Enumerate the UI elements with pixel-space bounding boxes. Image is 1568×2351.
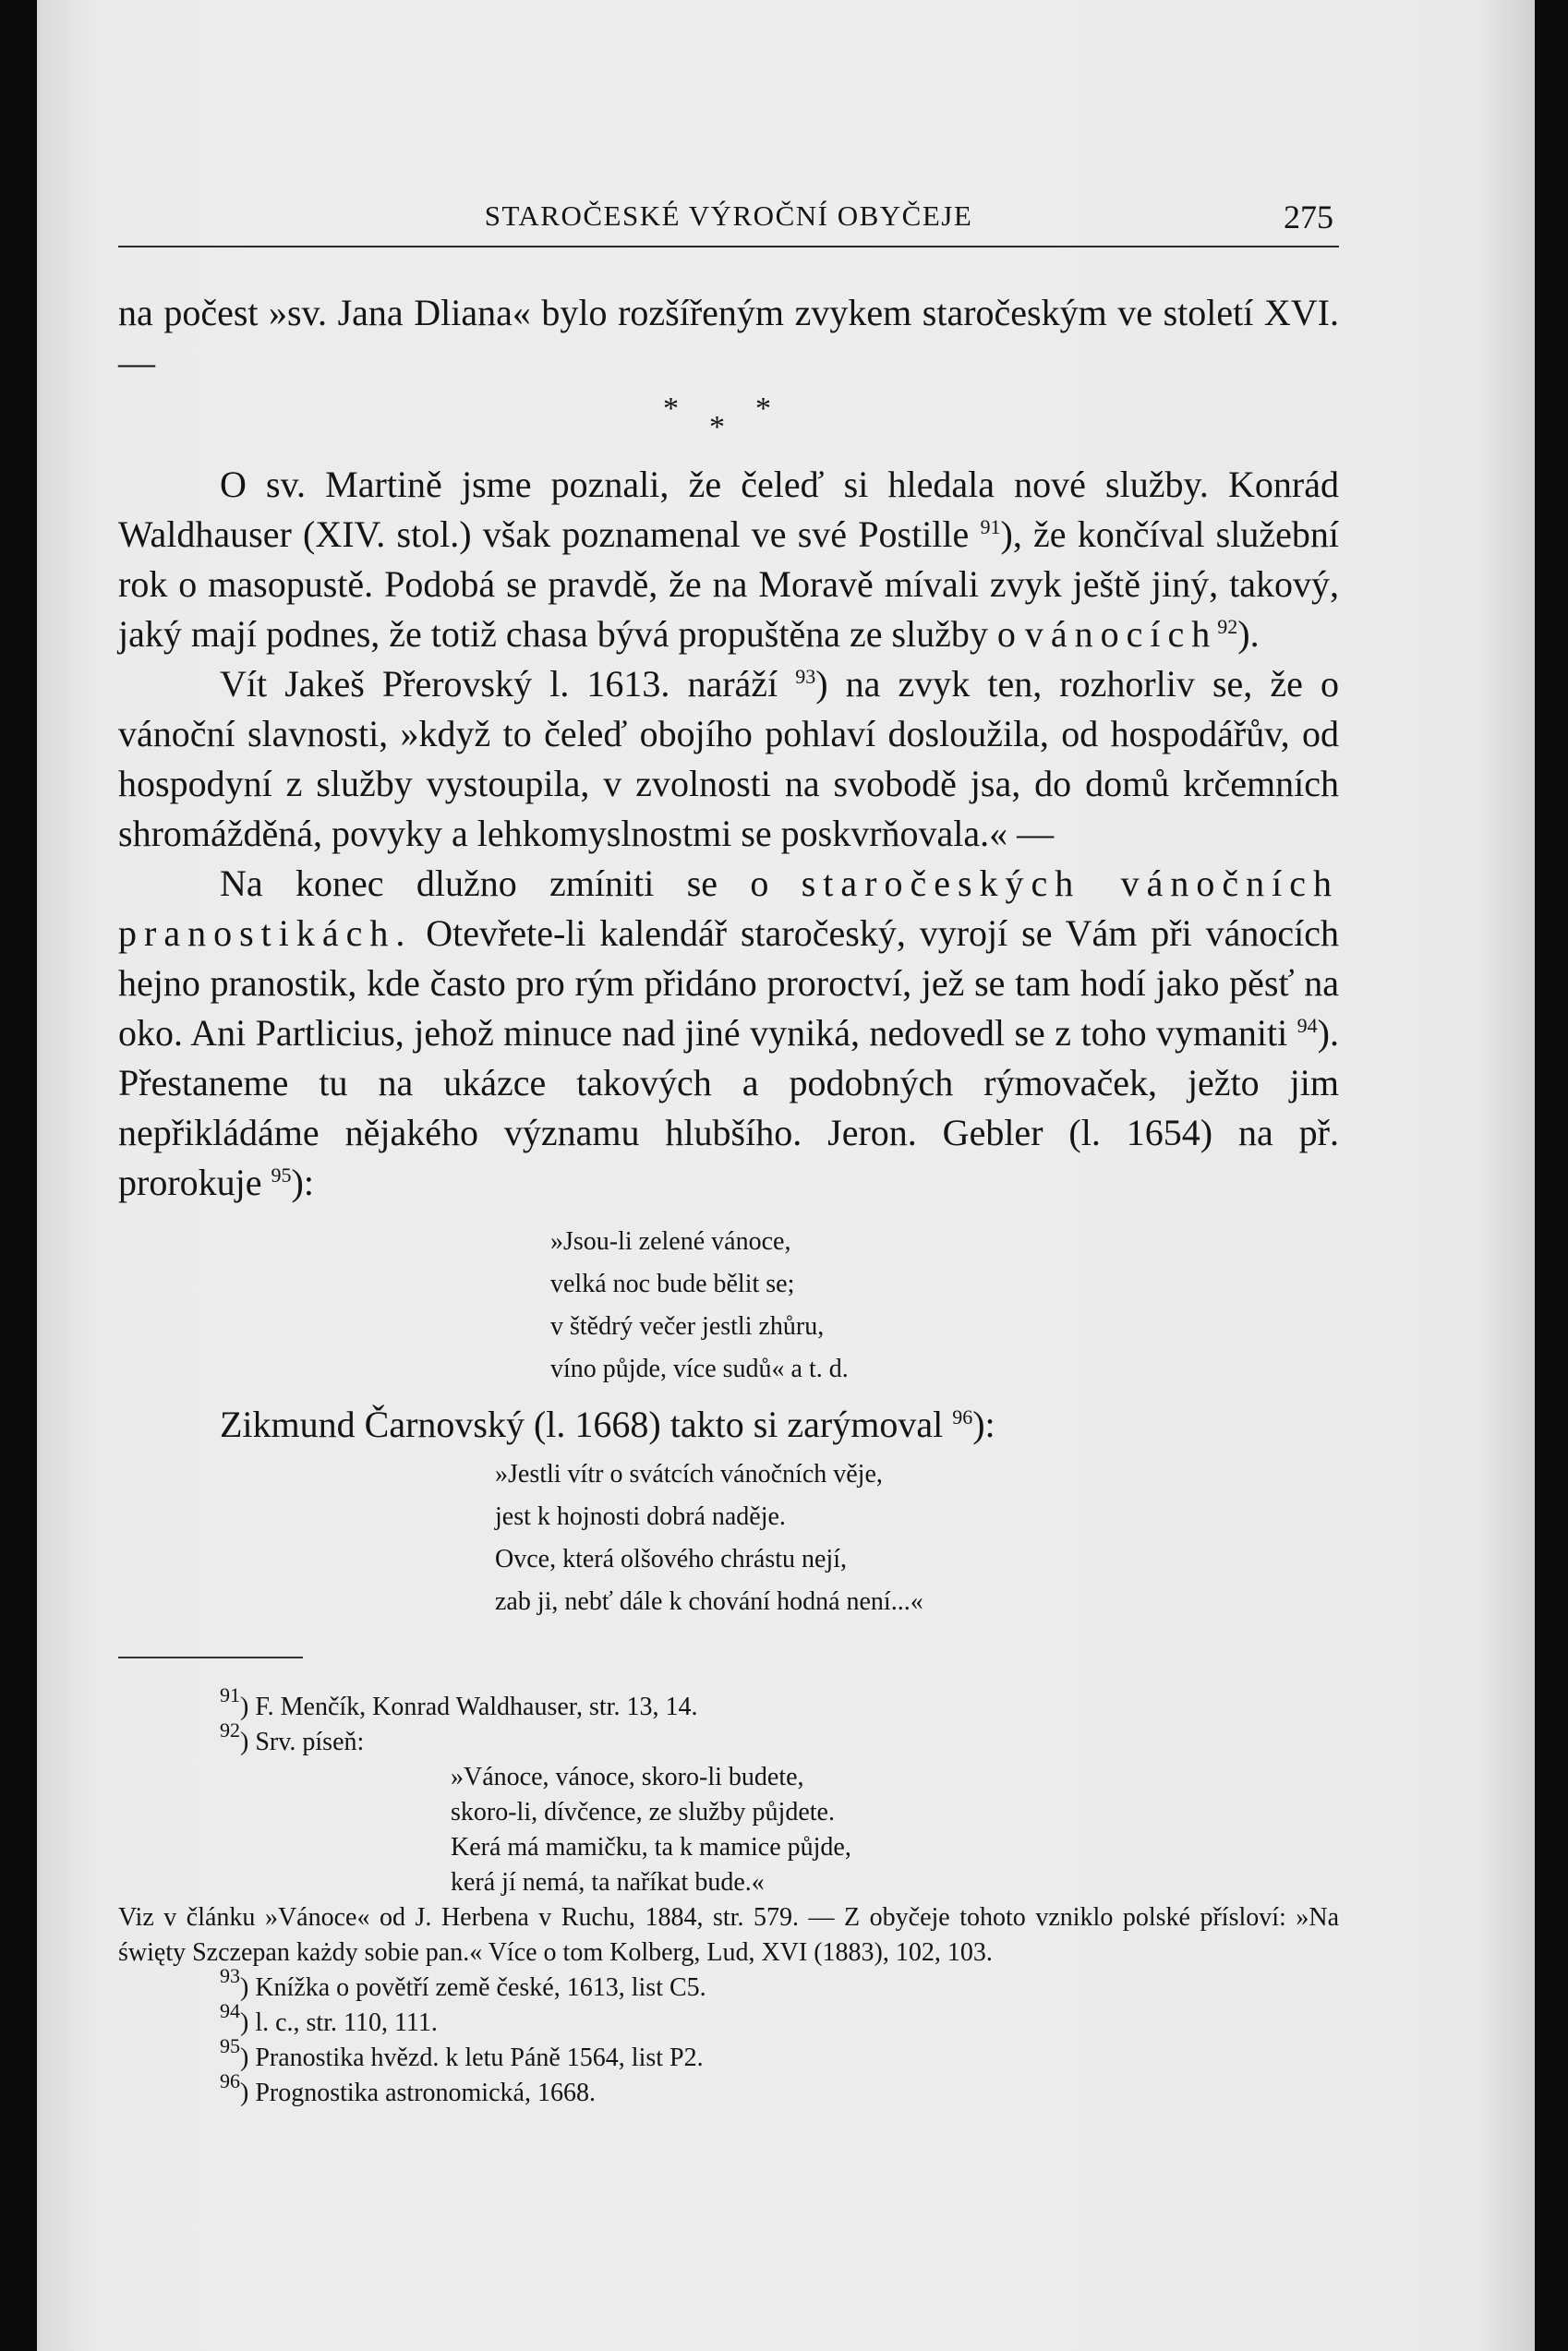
verse-line: Ovce, která olšového chrástu nejí, bbox=[495, 1545, 847, 1573]
footnote-91 bbox=[118, 1683, 1339, 1725]
footnote-92-song bbox=[451, 1760, 1339, 1900]
footnote-number: 94 bbox=[220, 1999, 240, 2022]
running-title: STAROČESKÉ VÝROČNÍ OBYČEJE bbox=[484, 199, 973, 232]
verse-line: »Jsou-li zelené vánoce, bbox=[550, 1227, 791, 1256]
footnote-95 bbox=[118, 2034, 1339, 2076]
verse-line: víno půjde, více sudů« a t. d. bbox=[550, 1355, 849, 1383]
text-run: Otevřete-li kalendář staročeský, vyrojí se Vám při vánocích hejno pranostik, kde často pro rým přidáno proroctví, jež se tam hodí jako pěsť na oko. Ani Partlicius, jehož minuce nad jiné vyniká, nedovedl se z toho vymaniti bbox=[118, 912, 1339, 1054]
verse-line: jest k hojnosti dobrá naděje. bbox=[495, 1502, 786, 1531]
text-run: ): bbox=[291, 1162, 314, 1203]
footnote-number: 92 bbox=[220, 1718, 240, 1742]
verse-line: Kerá má mamičku, ta k mamice půjde, bbox=[451, 1833, 851, 1862]
verse-line: zab ji, nebť dále k chování hodná není...« bbox=[495, 1587, 923, 1616]
footnote-number: 96 bbox=[220, 2069, 240, 2092]
verse-line: »Vánoce, vánoce, skoro-li budete, bbox=[451, 1763, 804, 1791]
spaced-emphasis: staročeských vánočních pranostikách. bbox=[118, 862, 1339, 954]
footnote-ref: 94 bbox=[1297, 1014, 1318, 1037]
footnote-93 bbox=[118, 1964, 1339, 2006]
verse-line: skoro-li, dívčence, ze služby půjdete. bbox=[451, 1798, 835, 1827]
paragraph-2 bbox=[118, 460, 1339, 659]
paragraph-1: na počest »sv. Jana Dliana« bylo rozšířeným zvykem staročeským ve století XVI. — bbox=[118, 292, 1339, 383]
text-run: Zikmund Čarnovský (l. 1668) takto si zarýmoval bbox=[220, 1404, 953, 1445]
footnote-text: ) Srv. píseň: bbox=[240, 1728, 365, 1756]
footnote-ref: 92 bbox=[1217, 615, 1238, 638]
asterisk: * bbox=[755, 392, 771, 426]
page-scan bbox=[37, 0, 1535, 2351]
footnote-text: ) Knížka o povětří země české, 1613, list C5. bbox=[240, 1973, 706, 2002]
footnote-text: ) l. c., str. 110, 111. bbox=[240, 2008, 438, 2037]
text-run: Na konec dlužno zmíniti se o bbox=[220, 862, 802, 904]
verse-line: velká noc bude bělit se; bbox=[550, 1270, 795, 1298]
text-run: ). Přestaneme tu na ukázce takových a podobných rýmovaček, ježto jim nepřikládáme nějakého významu hlubšího. Jeron. Gebler (l. 1654) na př. prorokuje bbox=[118, 1012, 1339, 1203]
text-run: ): bbox=[972, 1404, 995, 1445]
text-run: ), že končíval služební rok o masopustě. Podobá se pravdě, že na Moravě mívali zvyk ještě jiný, takový, jaký mají podnes, že totiž chasa bývá propuštěna ze služby o bbox=[118, 513, 1339, 655]
verse-quote-gebler bbox=[550, 1221, 1339, 1391]
paragraph-5 bbox=[118, 1400, 1339, 1450]
paragraph-4 bbox=[118, 859, 1339, 1208]
text-run: Vít Jakeš Přerovský l. 1613. naráží bbox=[220, 663, 796, 705]
footnote-text: ) Pranostika hvězd. k letu Páně 1564, list P2. bbox=[240, 2044, 704, 2072]
footnote-text: ) Prognostika astronomická, 1668. bbox=[240, 2079, 596, 2107]
footnote-separator bbox=[118, 1657, 303, 1658]
footnote-92 bbox=[118, 1718, 1339, 1760]
verse-quote-carnovsky bbox=[495, 1453, 1339, 1623]
verse-line: kerá jí nemá, ta naříkat bude.« bbox=[451, 1868, 765, 1897]
footnote-ref: 93 bbox=[795, 665, 816, 688]
footnote-96 bbox=[118, 2069, 1339, 2111]
verse-line: »Jestli vítr o svátcích vánočních věje, bbox=[495, 1460, 883, 1489]
page-header bbox=[118, 183, 1339, 247]
footnote-text: ) F. Menčík, Konrad Waldhauser, str. 13, 14. bbox=[240, 1693, 698, 1721]
footnote-number: 95 bbox=[220, 2034, 240, 2057]
footnote-ref: 95 bbox=[271, 1163, 292, 1187]
spaced-emphasis: vánocích bbox=[1024, 613, 1218, 655]
paragraph-3 bbox=[118, 659, 1339, 859]
footnote-ref: 91 bbox=[980, 515, 1001, 538]
footnote-number: 93 bbox=[220, 1964, 240, 1987]
asterisk: * bbox=[709, 410, 725, 444]
page-number: 275 bbox=[1284, 199, 1333, 235]
verse-line: v štědrý večer jestli zhůru, bbox=[550, 1312, 825, 1341]
footnote-94 bbox=[118, 1999, 1339, 2041]
text-run: ). bbox=[1237, 613, 1260, 655]
footnote-number: 91 bbox=[220, 1683, 240, 1706]
footnote-92-continuation: Viz v článku »Vánoce« od J. Herbena v Ruchu, 1884, str. 579. — Z obyčeje tohoto vzniklo polské přísloví: »Na święty Szczepan każdy sobie pan.« Více o tom Kolberg, Lud, XVI (1883), 102, 103. bbox=[118, 1903, 1339, 1967]
asterisk: * bbox=[663, 392, 679, 426]
body-text bbox=[118, 288, 1339, 2111]
footnote-ref: 96 bbox=[952, 1405, 973, 1429]
text-run: O sv. Martině jsme poznali, že čeleď si hledala nové služby. Konrád Waldhauser (XIV. stol.) však poznamenal ve své Postille bbox=[118, 464, 1339, 555]
text-run: ) na zvyk ten, rozhorliv se, že o vánoční slavnosti, »když to čeleď obojího pohlaví dosloužila, od hospodářův, od hospodyní z služby vystoupila, v zvolnosti na svobodě jsa, do domů krčemních shromážděná, povyky a lehkomyslnostmi se poskvrňovala.« — bbox=[118, 663, 1339, 854]
section-divider-asterisks bbox=[118, 388, 1339, 460]
footnotes bbox=[118, 1683, 1339, 2111]
